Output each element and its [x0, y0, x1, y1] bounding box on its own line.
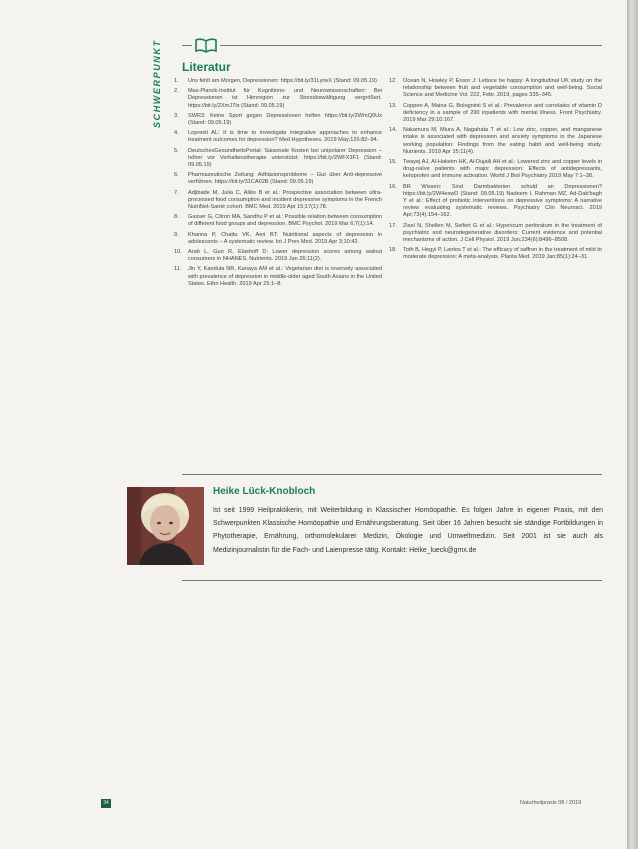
section-heading: Literatur [182, 60, 231, 74]
section-rubric [150, 38, 170, 128]
reference-text: Nakamura M, Miura A, Nagahata T et al.: Low zinc, copper, and manganese intake is associated with depression and anxiety symptoms in the Japanese working population: Findings from the eating habit and well-being study. Nutrients. 2019 Apr 15;11(4). [403, 127, 602, 155]
reference-item [172, 190, 382, 212]
reference-number: 12. [389, 78, 397, 84]
rubric-label: SCHWERPUNKT [152, 39, 162, 128]
reference-text: Adjibade M, Julia C, Allès B et al.: Prospective association between ultra-processed food consumption and incident depressive symptoms in the French NutriNet-Santé cohort. BMC Med. 2019 Apr 15;17(1):78. [188, 189, 382, 211]
reference-item [387, 127, 602, 156]
author-photo [127, 487, 204, 565]
book-icon [192, 35, 220, 57]
references-left-column [172, 78, 382, 291]
reference-item [172, 172, 382, 186]
reference-text: Lopresti AL: It is time to investigate integrative approaches to enhance treatment outcomes for depression? Med Hypotheses. 2019 May;126:82–94. [188, 130, 382, 144]
reference-number: 8. [174, 214, 179, 221]
reference-text: BR Wissen: Sind Darmbakterien schuld an Depressionen? https://bit.ly/2W4eswD (Stand: 09.05.19) Nadeem I, Rahman MZ, Ad-Dab'bagh Y et al.: Effect of probiotic interventions on depressive symptoms: A narrative review evaluating systematic reviews. Psychiatry Clin Neurosci. 2019 Apr;73(4):154–162. [403, 183, 602, 219]
reference-text: Gasser G, Citron MA, Sandhu P et al.: Possible relation between consumption of different food groups and depression. BMC Psychol. 2019 Mar 6;7(1):14. [188, 214, 382, 228]
author-top-divider [182, 474, 602, 475]
author-bio [213, 504, 603, 557]
reference-text: Toth B, Hegyi P, Lantos T et al.: The efficacy of saffron in the treatment of mild to moderate depression: A meta-analysis. Planta Med. 2019 Jan;85(1):24–31. [403, 247, 602, 261]
reference-number: 2. [174, 88, 179, 95]
page-edge [627, 0, 638, 849]
reference-number: 5. [174, 147, 179, 154]
reference-number: 13. [389, 102, 397, 109]
reference-text: Zisel N, Shellen M, Seifert G et al.: Hypericum perforatum in the treatment of psychiatric and neurodegenerative disorders: Current evidence and potential mechanisms of action. J Cell Physiol. 2019 Jun;234(6):8496–8508. [403, 222, 602, 244]
reference-number: 15. [389, 159, 397, 166]
reference-text: DeutschesGesundheitsPortal: Saisonale Kosten bei unipolarer Depression – höher vor Verhaltenstherapie unterstützt. https://bit.ly/2WFX3F1 (Stand: 09.05.19) [188, 147, 382, 169]
reference-item [387, 184, 602, 220]
reference-item [387, 159, 602, 181]
reference-number: 11. [174, 266, 182, 273]
reference-text: Twayej AJ, Al-Hakeim HK, Al-Dujaili AH et al.: Lowered zinc and copper levels in drug-naïve patients with major depression: Effects of antidepressants, ketoprofen and immune activation. World J Biol Psychiatry 2019 May 7:1–38. [403, 159, 602, 180]
reference-number: 1. [174, 78, 179, 84]
reference-text: Khanna P, Chattu VK, Aeri BT: Nutritional aspects of depression in adolescents – A systematic review. Int J Prev Med. 2019 Apr 3;10:42. [188, 231, 382, 245]
references-right-column [387, 78, 602, 265]
page-number: 34 [101, 799, 111, 808]
reference-item [172, 266, 382, 288]
top-divider [182, 45, 602, 46]
reference-number: 16. [389, 183, 397, 190]
reference-number: 17. [389, 222, 397, 229]
reference-text: Coppen A, Maina G, Bologniniі S et al.: Prevalence and correlates of vitamin D deficiency in a sample of 290 inpatients with mental illness. Front Psychiatry. 2019 Mar 29;10:167. [403, 102, 602, 124]
reference-number: 4. [174, 130, 179, 137]
journal-footer: Naturheilpraxis 08 / 2019 [520, 800, 582, 806]
reference-item [387, 223, 602, 245]
reference-text: Jin Y, Kandula NR, Kanaya AM et al.: Vegetarian diet is inversely associated with prevalence of depression in middle-older aged South Asians in the United States. Ethn Health. 2019 Apr 25:1–8. [188, 266, 382, 287]
reference-number: 9. [174, 231, 179, 238]
reference-number: 14. [389, 127, 397, 134]
reference-text: Arab L, Guo R, Elashoff D: Lower depression scores among walnut consumers in NHANES. Nutrients. 2019 Jan 26;11(2). [188, 249, 382, 263]
reference-number: 3. [174, 112, 179, 119]
author-bottom-divider [182, 580, 602, 581]
reference-number: 7. [174, 189, 179, 196]
reference-text: Ocean N, Howley P, Ensor J: Lettuce be happy: A longitudinal UK study on the relationship between fruit and vegetable consumption and well-being. Social Science and Medicine Vol. 222, Febr. 2019, pages 335–345. [403, 78, 602, 99]
reference-text: Max-Planck-Institut für Kognitions- und Neurowissenschaften: Bei Depressionen ist Hirnregion zur Stressbewältigung vergrößert. https://bit.ly/2XmJ7Is (Stand: 09.05.19) [188, 88, 382, 109]
reference-item [172, 148, 382, 170]
reference-number: 18. [389, 247, 397, 254]
reference-item [387, 103, 602, 125]
author-bio-text: Ist seit 1999 Heilpraktikerin, mit Weiterbildung in Klassischer Homöopathie. Es folgen Jahre in eigener Praxis, mit den Schwerpunkten Klassische Homöopathie und Ernährungsberatung. Seit über 16 Jahren besucht sie ständige Fortbildungen in Phytotherapie, Ernährung, orthomolekularer Medizin, Ökologie und Umweltmedizin. Seit 2001 ist sie auch als Medizinjournalistin für die Fach- und Laienpresse tätig. [213, 507, 603, 554]
reference-item [172, 232, 382, 246]
reference-item [172, 130, 382, 144]
author-name: Heike Lück-Knobloch [213, 486, 316, 497]
reference-item [172, 249, 382, 263]
reference-item [387, 78, 602, 100]
reference-text: Uns fehlt am Morgen, Depressionen: https://bit.ly/31LyrwX (Stand: 09.05.19) [188, 78, 377, 84]
reference-text: SWR3: Keine Sport gegen Depressionen helfen https://bit.ly/2WmQ0Ux (Stand: 09.05.19) [188, 112, 382, 127]
reference-text: Pharmazeutische Zeitung: Adhäsionsprobleme – Gut über Anti-depressive verführen. https://bit.ly/31CA02B (Stand: 09.05.19) [188, 172, 382, 186]
reference-item [172, 214, 382, 228]
author-contact[interactable]: Kontakt: Heike_lueck@gmx.de [381, 546, 477, 554]
reference-item [172, 113, 382, 127]
reference-number: 6. [174, 172, 179, 179]
reference-item [172, 88, 382, 110]
reference-number: 10. [174, 249, 182, 256]
reference-item [387, 247, 602, 261]
reference-item [172, 78, 382, 85]
